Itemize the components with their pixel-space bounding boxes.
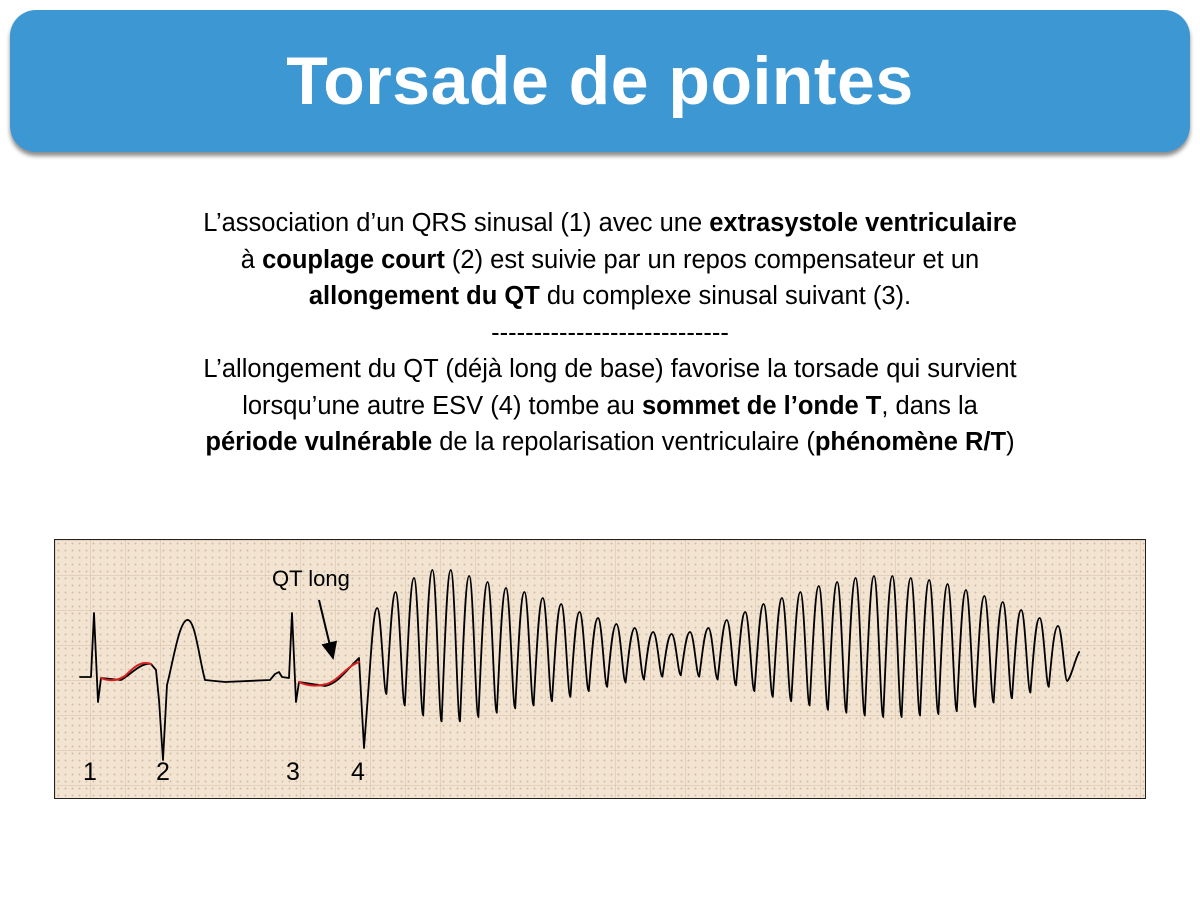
p2-line2-text: lorsqu’une autre ESV (4) tombe au <box>242 391 642 420</box>
p2-bold-phenomene: phénomène R/T <box>814 428 1007 456</box>
ecg-trace <box>80 570 1079 760</box>
p2-bold-sommet: sommet de l’onde T <box>641 391 882 420</box>
p2-line1-text: L’allongement du QT (déjà long de base) favorise la torsade qui survient <box>203 355 1017 383</box>
separator: ---------------------------- <box>491 318 729 347</box>
p1-line3-text: du complexe sinusal suivant (3). <box>539 282 912 310</box>
qt-arrow <box>319 600 333 658</box>
qt-long-label: QT long <box>272 566 350 591</box>
p1-bold-extrasystole: extrasystole ventriculaire <box>709 209 1017 237</box>
paragraph-1 <box>100 205 1120 315</box>
marker-3: 3 <box>286 758 300 786</box>
marker-2: 2 <box>156 758 170 786</box>
p2-line3-text: de la repolarisation ventriculaire ( <box>432 428 815 456</box>
marker-1: 1 <box>83 758 97 786</box>
p1-line1-text: L’association d’un QRS sinusal (1) avec une <box>203 209 710 237</box>
title-banner <box>10 10 1190 152</box>
p1-bold-couplage: couplage court <box>262 245 445 274</box>
p2-bold-periode: période vulnérable <box>205 428 433 456</box>
p2-line3-suffix: ) <box>1006 428 1015 456</box>
ecg-strip <box>54 539 1146 799</box>
description <box>100 205 1120 461</box>
paragraph-2 <box>100 351 1120 461</box>
p1-bold-allongement: allongement du QT <box>308 282 540 310</box>
ecg-tracing <box>55 540 1146 799</box>
marker-4: 4 <box>351 758 365 786</box>
qt-segment-3 <box>299 662 359 686</box>
slide-title: Torsade de pointes <box>286 43 914 119</box>
p1-line2-prefix: à <box>240 245 263 274</box>
p1-line2-text: (2) est suivie par un repos compensateur et un <box>444 245 980 274</box>
p2-line2-suffix: , dans la <box>881 391 978 420</box>
